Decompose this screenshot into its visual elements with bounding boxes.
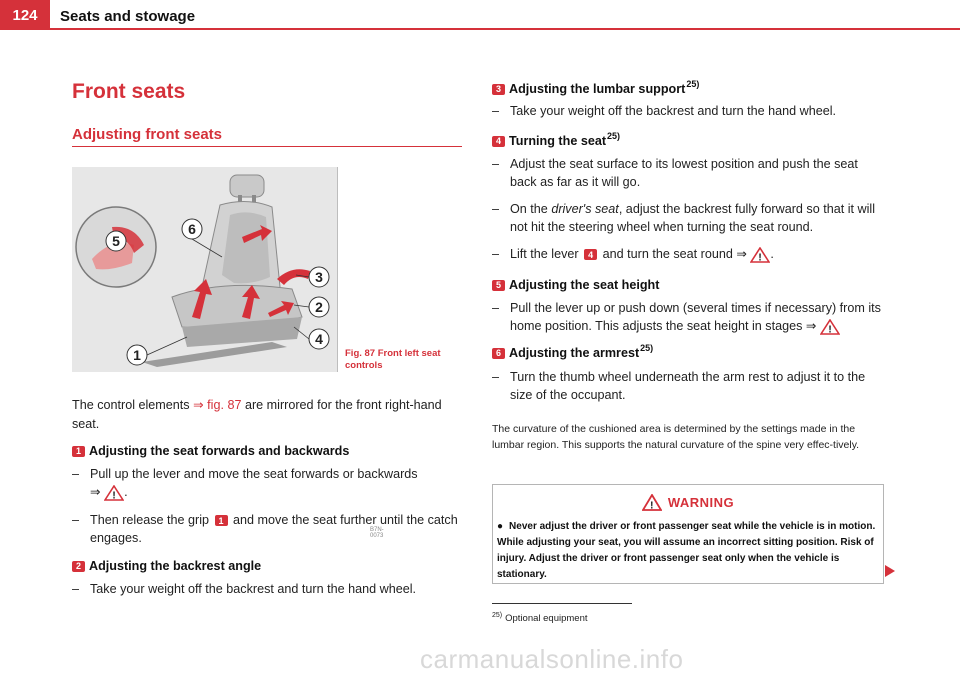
item-4-heading: 4 Turning the seat $^{25)}$ xyxy=(492,134,620,148)
footnote-rule xyxy=(492,603,632,604)
svg-text:!: ! xyxy=(649,500,654,511)
item-3-heading: 3 Adjusting the lumbar support $^{25)}$ xyxy=(492,82,699,96)
warning-icon[interactable] xyxy=(750,247,770,263)
running-title: Seats and stowage xyxy=(60,8,196,25)
warning-icon[interactable] xyxy=(104,485,124,501)
item-4-step-3: – Lift the lever 4 and turn the seat round ⇒ ! . xyxy=(492,247,774,263)
warning-header xyxy=(493,485,883,519)
watermark: carmanualsonline.info xyxy=(420,644,684,674)
section-title: Front seats xyxy=(72,80,186,103)
item-2-heading: 2 Adjusting the backrest angle xyxy=(72,559,261,573)
item-1-step-2: – Then release the grip 1 and move the seat further until the catch engages. xyxy=(72,513,458,545)
callout-3: 3 xyxy=(315,269,323,285)
item-5-badge: 5 xyxy=(492,280,505,291)
seat-illustration xyxy=(72,167,337,372)
item-1-heading: 1 Adjusting the seat forwards and backwards xyxy=(72,444,349,458)
item-3-badge: 3 xyxy=(492,84,505,95)
item-4-step-1: – Adjust the seat surface to its lowest position and push the seat back as far as it will go. xyxy=(492,157,858,189)
callout-5: 5 xyxy=(112,233,120,249)
warning-title: WARNING xyxy=(667,494,735,510)
figure-id: B7N-0073 xyxy=(370,527,384,539)
callout-4: 4 xyxy=(315,331,323,347)
page-number: 124 xyxy=(0,0,50,30)
callout-6: 6 xyxy=(188,221,196,237)
item-1-badge: 1 xyxy=(72,446,85,457)
item-4-step-2: – On the driver's seat, adjust the backrest fully forward so that it will not hit the steering wheel when turning the seat round. xyxy=(492,202,875,234)
figure-ref-link[interactable]: ⇒ fig. 87 xyxy=(193,398,242,412)
warning-text: ● Never adjust the driver or front passenger seat while the vehicle is in motion. While adjusting your seat, you will assume an incorrect sitting position. Risk of injury. Adjust the driver or front passenger seat only when the vehicle is stationary. xyxy=(497,521,876,580)
item-2-badge: 2 xyxy=(72,561,85,572)
intro-paragraph: The control elements ⇒ fig. 87 are mirrored for the front right-hand seat. xyxy=(72,398,442,431)
warning-icon[interactable] xyxy=(820,319,840,335)
subsection-rule xyxy=(72,146,462,147)
ref-badge-4: 4 xyxy=(584,249,597,260)
item-6-step-1: – Turn the thumb wheel underneath the arm rest to adjust it to the size of the occupant. xyxy=(492,370,866,402)
header-rule xyxy=(50,28,960,30)
callout-2: 2 xyxy=(315,299,323,315)
note-paragraph: The curvature of the cushioned area is determined by the settings made in the lumbar region. This supports the natural curvature of the spine very effec-tively. xyxy=(492,423,860,451)
item-3-step-1: – Take your weight off the backrest and turn the hand wheel. xyxy=(492,104,837,118)
svg-text:!: ! xyxy=(112,490,116,501)
svg-text:!: ! xyxy=(758,252,763,263)
item-5-step-1: – Pull the lever up or push down (several times if necessary) from its home position. This adjusts the seat height in stages ⇒ ! xyxy=(492,301,881,335)
warning-triangle-icon xyxy=(642,494,662,511)
footnote: $^{25)}$ Optional equipment xyxy=(492,612,588,625)
item-4-badge: 4 xyxy=(492,136,505,147)
figure-caption: Fig. 87 Front left seat controls xyxy=(345,348,441,371)
svg-text:!: ! xyxy=(828,324,832,335)
next-page-arrow-icon[interactable] xyxy=(884,564,896,578)
item-2-step-1: – Take your weight off the backrest and turn the hand wheel. xyxy=(72,582,417,596)
callout-1: 1 xyxy=(133,347,141,363)
warning-box xyxy=(492,484,884,584)
bullet-icon: ● xyxy=(497,521,504,532)
ref-badge-1: 1 xyxy=(215,515,228,526)
subsection-title: Adjusting front seats xyxy=(72,126,223,143)
item-6-heading: 6 Adjusting the armrest $^{25)}$ xyxy=(492,346,653,360)
item-6-badge: 6 xyxy=(492,348,505,359)
item-1-step-1: – Pull up the lever and move the seat forwards or backwards ⇒ ! . xyxy=(72,467,418,501)
item-5-heading: 5 Adjusting the seat height xyxy=(492,278,659,292)
